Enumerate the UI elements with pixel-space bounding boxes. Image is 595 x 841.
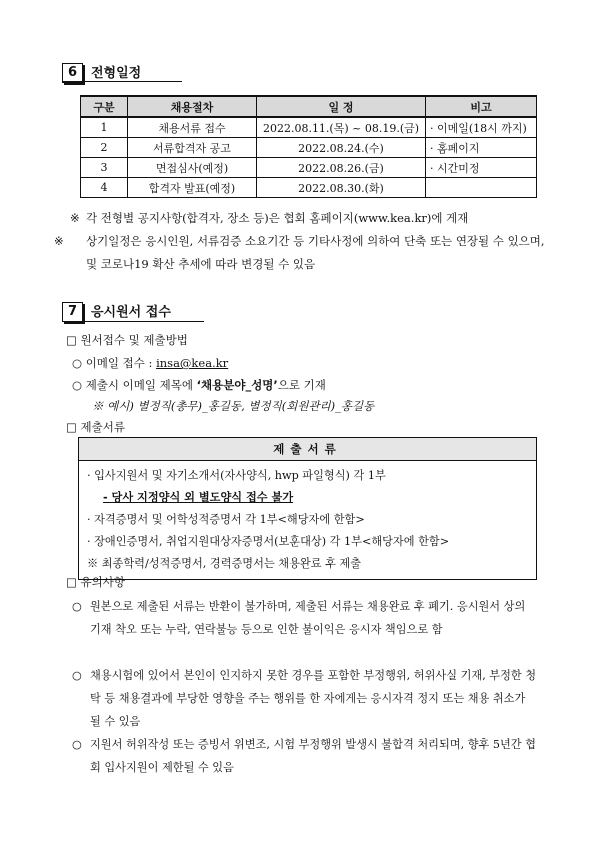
caution-item xyxy=(72,595,542,641)
table-cell: · 홈페이지 xyxy=(426,138,537,158)
table-cell: 면접심사(예정) xyxy=(128,158,257,178)
document-item: · 입사지원서 및 자기소개서(자사양식, hwp 파일형식) 각 1부 xyxy=(87,469,386,482)
caution-text: 지원서 허위작성 또는 증빙서 위변조, 시험 부정행위 발생시 불합격 처리되며, 향후 5년간 협회 입사지원이 제한될 수 있음 xyxy=(90,738,536,774)
table-cell: 3 xyxy=(81,158,128,178)
table-cell: 2022.08.11.(목) ~ 08.19.(금) xyxy=(257,117,426,138)
header-cell: 채용절차 xyxy=(128,96,257,117)
table-row xyxy=(81,117,537,138)
table-cell: 2022.08.24.(수) xyxy=(257,138,426,158)
table-cell: · 이메일(18시 까지) xyxy=(426,117,537,138)
note-item xyxy=(70,207,540,230)
section-underline xyxy=(62,321,204,322)
table-cell: 2022.08.30.(화) xyxy=(257,178,426,198)
table-cell: 서류합격자 공고 xyxy=(128,138,257,158)
documents-box xyxy=(78,437,537,580)
documents-box-header: 제출서류 xyxy=(79,438,536,461)
note-text: 각 전형별 공지사항(합격자, 장소 등)은 협회 홈페이지(www.kea.kr)에 게재 xyxy=(86,211,469,225)
table-cell: 4 xyxy=(81,178,128,198)
subject-prefix: ○ 제출시 이메일 제목에 xyxy=(72,378,197,392)
section-number: 7 xyxy=(62,302,83,322)
table-cell: 2022.08.26.(금) xyxy=(257,158,426,178)
documents-box-body xyxy=(79,461,536,579)
table-cell: 합격자 발표(예정) xyxy=(128,178,257,198)
schedule-table xyxy=(80,95,537,198)
email-line xyxy=(72,355,228,371)
section-7-heading xyxy=(62,301,171,323)
table-cell xyxy=(426,178,537,198)
table-row xyxy=(81,138,537,158)
table-cell: 1 xyxy=(81,117,128,138)
docs-title: □ 제출서류 xyxy=(66,420,125,434)
caution-text: 채용시험에 있어서 본인이 인지하지 못한 경우를 포함한 부정행위, 허위사실 기재, 부정한 청탁 등 채용결과에 부당한 영향을 주는 행위를 한 자에게는 응시자격 정지 또는 채용 취소가 될 수 있음 xyxy=(90,669,537,728)
note-item xyxy=(54,230,556,276)
email-prefix: ○ 이메일 접수 : xyxy=(72,356,157,370)
note-mark: ※ xyxy=(54,234,64,248)
caution-item xyxy=(72,664,542,733)
section-title: 전형일정 xyxy=(91,66,142,81)
section-title: 응시원서 접수 xyxy=(91,305,171,320)
note-mark: ※ xyxy=(70,211,80,225)
table-cell: · 시간미정 xyxy=(426,158,537,178)
header-cell: 비고 xyxy=(426,96,537,117)
table-row xyxy=(81,178,537,198)
caution-bullet: ○ xyxy=(72,669,82,682)
email-link[interactable]: insa@kea.kr xyxy=(156,356,229,370)
caution-text: 원본으로 제출된 서류는 반환이 불가하며, 제출된 서류는 채용완료 후 폐기. 응시원서 상의 기재 착오 또는 누락, 연락불능 등으로 인한 불이익은 응시자 책임으로 함 xyxy=(90,600,526,636)
form-warning: - 당사 지정양식 외 별도양식 접수 불가 xyxy=(103,491,294,504)
caution-title: □ 유의사항 xyxy=(66,575,125,589)
document-item: · 자격증명서 및 어학성적증명서 각 1부<해당자에 한함> xyxy=(87,513,365,526)
subject-example: ※ 예시) 별정직(총무)_홍길동, 별정직(회원관리)_홍길동 xyxy=(92,399,375,413)
document-item: · 장애인증명서, 취업지원대상자증명서(보훈대상) 각 1부<해당자에 한함> xyxy=(87,535,450,548)
document-item: ※ 최종학력/성적증명서, 경력증명서는 채용완료 후 제출 xyxy=(87,557,362,570)
table-cell: 채용서류 접수 xyxy=(128,117,257,138)
caution-bullet: ○ xyxy=(72,600,82,613)
table-header-row xyxy=(81,96,537,117)
subject-suffix: 으로 기재 xyxy=(277,378,326,392)
section-underline xyxy=(62,81,182,82)
caution-item xyxy=(72,733,542,779)
subject-format: ‘채용분야_성명’ xyxy=(196,378,278,392)
section-number: 6 xyxy=(62,63,83,83)
header-cell: 구분 xyxy=(81,96,128,117)
caution-bullet: ○ xyxy=(72,738,82,751)
method-title: □ 원서접수 및 제출방법 xyxy=(66,333,188,347)
subject-line xyxy=(72,377,326,393)
note-text: 상기일정은 응시인원, 서류검증 소요기간 등 기타사정에 의하여 단축 또는 연장될 수 있으며, 및 코로나19 확산 추세에 따라 변경될 수 있음 xyxy=(86,234,545,271)
header-cell: 일 정 xyxy=(257,96,426,117)
table-row xyxy=(81,158,537,178)
table-cell: 2 xyxy=(81,138,128,158)
